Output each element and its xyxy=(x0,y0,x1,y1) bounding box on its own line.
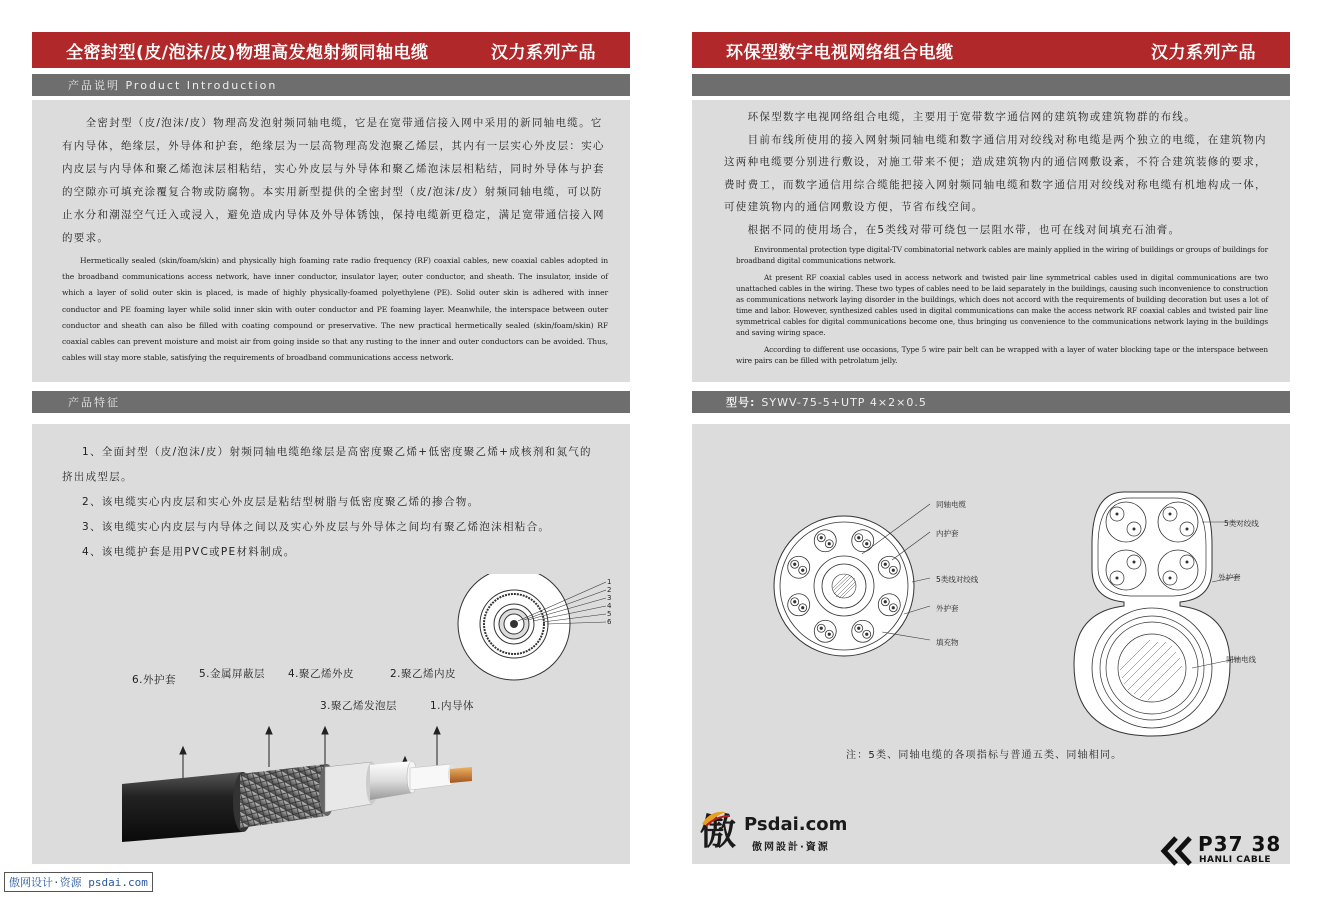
intro-header-label: 产品说明 Product Introduction xyxy=(68,79,278,92)
round-label-outer-sheath: 外护套 xyxy=(936,604,959,613)
left-features-header xyxy=(32,391,630,413)
brand-label: HANLI CABLE xyxy=(1199,855,1272,865)
feature-item-2: 2、该电缆实心内皮层和实心外皮层是粘结型树脂与低密度聚乙烯的掺合物。 xyxy=(82,496,480,508)
logo-glyph: 傲 xyxy=(700,811,737,853)
left-page-title: 全密封型(皮/泡沫/皮)物理高发炮射频同轴电缆 xyxy=(66,42,429,63)
cross-num-5: 5 xyxy=(607,610,612,618)
label-outer-sheath: 6.外护套 xyxy=(132,674,177,686)
left-intro-header xyxy=(32,74,630,96)
right-intro-en-3: According to different use occasions, Type 5 wire pair belt can be wrapped with a layer of water blocking tape or the interspace between wire pairs can be filled with petrolatum jelly. xyxy=(736,345,1268,365)
feature-item-3: 3、该电缆实心内皮层与内导体之间以及实心外皮层与外导体之间均有聚乙烯泡沫相粘合。 xyxy=(82,521,551,533)
right-intro-zh-1: 环保型数字电视网络组合电缆，主要用于宽带数字通信网的建筑物或建筑物群的布线。 xyxy=(724,111,1196,123)
label-metal-shield: 5.金属屏蔽层 xyxy=(199,668,266,680)
fig8-label-outer-sheath: 外护套 xyxy=(1218,573,1241,582)
model-label: 型号: xyxy=(726,396,756,409)
feature-item-1-cont: 挤出成型层。 xyxy=(62,471,133,483)
label-pe-inner-skin: 2.聚乙烯内皮 xyxy=(390,668,457,680)
round-label-filler: 填充物 xyxy=(936,638,959,647)
cross-num-4: 4 xyxy=(607,602,612,610)
right-page-title: 环保型数字电视网络组合电缆 xyxy=(726,42,954,63)
round-label-coax: 同轴电缆 xyxy=(936,500,966,509)
cable-cutaway-diagram xyxy=(112,664,475,854)
left-series-label: 汉力系列产品 xyxy=(491,42,596,63)
intro-zh-paragraph: 全密封型（皮/泡沫/皮）物理高发泡射频同轴电缆，它是在宽带通信接入网中采用的新同轴电缆。它有内导体，绝缘层，外导体和护套，绝缘层为一层高物理高发泡聚乙烯层，其内有一层实心外皮层：实心内皮层与内导体和聚乙烯泡沫层相粘结，实心外皮层与外导体和聚乙烯泡沫层相粘结，同时外导体与护套的空隙亦可填充涂覆复合物或防腐物。本实用新型提供的全密封型（皮/泡沫/皮）射频同轴电缆，可以防止水分和潮湿空气迁入或浸入，避免造成内导体及外导体锈蚀，保持电缆新更稳定，满足宽带通信接入网的要求。 xyxy=(62,117,605,244)
watermark-badge: 傲网设计·资源 psdai.com xyxy=(4,872,153,892)
twisted-pair-bundle xyxy=(814,530,836,552)
right-diagram-panel xyxy=(692,424,1290,864)
left-title-bar xyxy=(32,32,630,68)
left-intro-panel xyxy=(32,100,630,382)
page-numbers: P37 38 xyxy=(1198,832,1282,856)
double-chevron-icon xyxy=(1160,836,1196,866)
logo-swoosh-icon xyxy=(700,808,740,828)
right-empty-header xyxy=(692,74,1290,96)
twisted-pair-core xyxy=(820,537,822,539)
label-pe-outer-skin: 4.聚乙烯外皮 xyxy=(288,668,355,680)
twisted-pair-core xyxy=(794,563,796,565)
right-series-label: 汉力系列产品 xyxy=(1151,42,1256,63)
right-intro-zh-2: 目前布线所使用的接入网射频同轴电缆和数字通信用对绞线对称电缆是两个独立的电缆，在建筑物内这两种电缆要分别进行敷设，对施工带来不便；造成建筑物内的通信网敷设紊，不符合建筑装修的要求，费时费工，而数字通信用综合缆能把接入网射频同轴电缆和数字通信用对绞线对称电缆有机地构成一体，可使建筑物内的通信网敷设方便，节省布线空间。 xyxy=(724,133,1267,213)
cross-num-6: 6 xyxy=(607,618,612,626)
cable-cross-section-diagram xyxy=(452,574,622,684)
twisted-pair-bundle xyxy=(814,620,836,642)
feature-item-4: 4、该电缆护套是用PVC或PE材料制成。 xyxy=(82,546,296,558)
fig8-label-coax: 同轴电线 xyxy=(1226,655,1256,664)
label-pe-foam: 3.聚乙烯发泡层 xyxy=(320,700,398,712)
right-title-bar xyxy=(692,32,1290,68)
twisted-pair-core xyxy=(820,627,822,629)
diagram-note: 注：5类、同轴电缆的各项指标与普通五类、同轴相同。 xyxy=(846,750,1123,761)
fig8-label-cat5: 5类对绞线 xyxy=(1224,519,1259,528)
twisted-pair-bundle xyxy=(788,556,810,578)
label-inner-conductor: 1.内导体 xyxy=(430,700,475,712)
feature-item-1: 1、全面封型（皮/泡沫/皮）射频同轴电缆绝缘层是高密度聚乙烯+低密度聚乙烯+成核剂和氮气的 xyxy=(82,446,592,458)
features-header-label: 产品特征 xyxy=(68,396,120,409)
model-bar xyxy=(692,391,1290,413)
right-intro-en-2: At present RF coaxial cables used in access network and twisted pair line symmetrical cables used in digital communications are two unattached cables in the wiring. These two types of cables need to be laid separately in the buildings, causing such inconvenience to construction as communications network laying disorder in the buildings, which does not accord with the requirements of building decoration but uses a lot of time and labor. However, synthesized cables used in digital communications can make the access network RF coaxial cables and twisted pair line symmetrical cables for digital communications become one, thus bringing us convenience to the communications network laying in the buildings and saving wiring space. xyxy=(736,273,1268,337)
twisted-pair-core xyxy=(828,633,830,635)
round-label-inner-sheath: 内护套 xyxy=(936,529,959,538)
cross-num-1: 1 xyxy=(607,578,612,586)
left-features-panel xyxy=(32,424,630,864)
cross-num-3: 3 xyxy=(607,594,612,602)
twisted-pair-core xyxy=(802,607,804,609)
right-intro-zh-3: 根据不同的使用场合，在5类线对带可绕包一层阻水带，也可在线对间填充石油膏。 xyxy=(724,223,1181,236)
twisted-pair-bundle xyxy=(788,594,810,616)
logo-subtext: 傲网設計·資源 xyxy=(752,842,830,853)
intro-en-paragraph: Hermetically sealed (skin/foam/skin) and physically high foaming rate radio frequency (RF) coaxial cables, new coaxial cables adopted in the broadband communications access network, have inner conductor, insulator layer, outer conductor, and sheath. The insulator, inside of which a layer of solid outer skin is placed, is made of highly physically-foamed polyethylene (PE). Solid outer skin is adhered with inner conductor and PE foaming layer while solid inner skin with outer conductor and PE foaming layer. Meanwhile, the interspace between outer conductor and sheath can also be filled with coating compound or preservative. The new practical hermetically sealed (skin/foam/skin) RF coaxial cables can prevent moisture and moist air from going inside so that any rusting to the inner and outer conductors can be avoided. Thus, cables will stay more stable, satisfying the requirements of broadband communications access network. xyxy=(62,256,608,363)
round-label-cat5: 5类线对绞线 xyxy=(936,575,979,584)
figure8-combo-cable-diagram xyxy=(1062,484,1242,744)
twisted-pair-core xyxy=(802,569,804,571)
right-intro-panel xyxy=(692,100,1290,382)
right-intro-en-1: Environmental protection type digital-TV combinatorial network cables are mainly applied in the wiring of buildings or groups of buildings for broadband digital communications network. xyxy=(736,245,1268,265)
twisted-pair-core xyxy=(794,601,796,603)
logo-text: Psdai.com xyxy=(744,814,848,835)
model-value: SYWV-75-5+UTP 4×2×0.5 xyxy=(761,395,927,409)
twisted-pair-core xyxy=(828,543,830,545)
cross-section-numbers xyxy=(607,578,611,626)
psdai-logo xyxy=(700,808,870,860)
cross-num-2: 2 xyxy=(607,586,612,594)
